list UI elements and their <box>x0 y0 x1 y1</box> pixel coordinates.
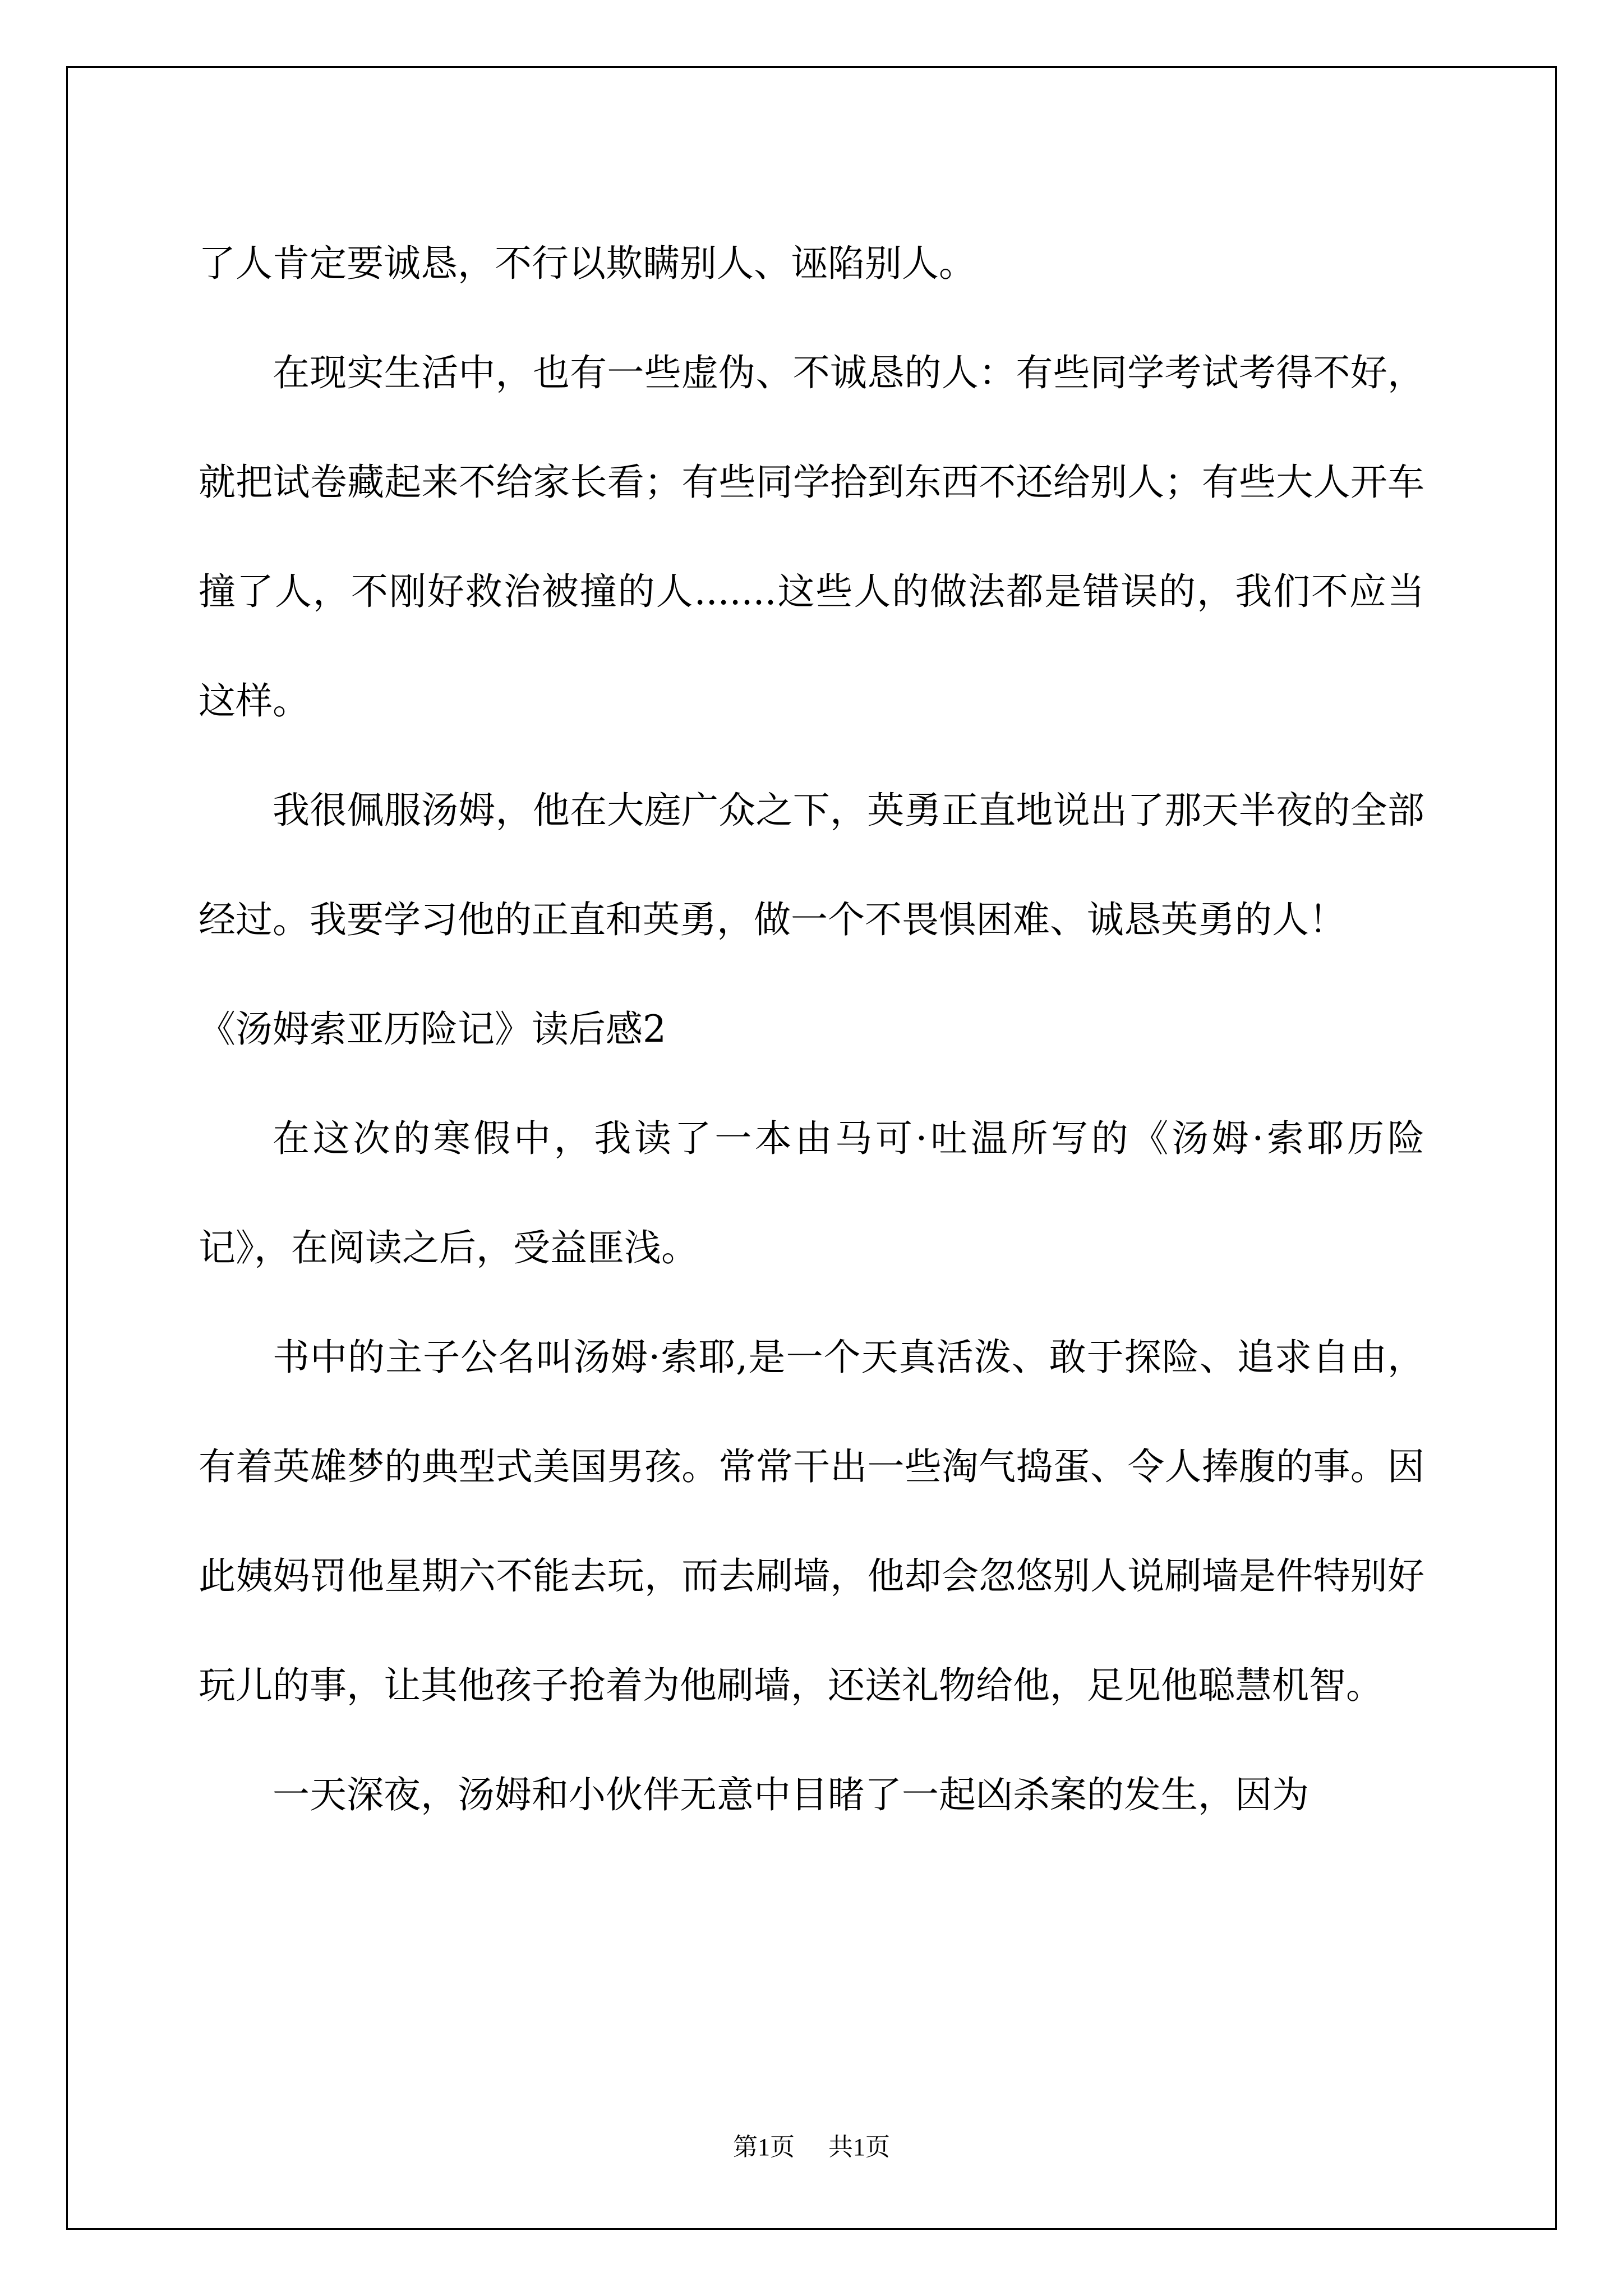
document-body <box>199 209 1424 1849</box>
paragraph: 我很佩服汤姆，他在大庭广众之下，英勇正直地说出了那天半夜的全部经过。我要学习他的正直和英勇，做一个不畏惧困难、诚恳英勇的人！ <box>199 789 1424 941</box>
section-title: 《汤姆索亚历险记》读后感2 <box>199 1007 666 1051</box>
page-footer <box>0 2131 1623 2164</box>
paragraph: 在这次的寒假中，我读了一本由马可·吐温所写的《汤姆·索耶历险记》，在阅读之后，受益匪浅。 <box>199 1117 1424 1269</box>
page-number-current: 第1页 <box>733 2133 795 2161</box>
paragraph: 在现实生活中，也有一些虚伪、不诚恳的人：有些同学考试考得不好，就把试卷藏起来不给家长看；有些同学拾到东西不还给别人；有些大人开车撞了人，不刚好救治被撞的人.......这些人的做法都是错误的，我们不应当这样。 <box>199 351 1424 723</box>
paragraph: 了人肯定要诚恳，不行以欺瞒别人、诬陷别人。 <box>199 242 976 285</box>
paragraph: 书中的主子公名叫汤姆·索耶,是一个天真活泼、敢于探险、追求自由，有着英雄梦的典型式美国男孩。常常干出一些淘气捣蛋、令人捧腹的事。因此姨妈罚他星期六不能去玩，而去刷墙，他却会忽悠别人说刷墙是件特别好玩儿的事，让其他孩子抢着为他刷墙，还送礼物给他，足见他聪慧机智。 <box>199 1336 1424 1707</box>
paragraph: 一天深夜，汤姆和小伙伴无意中目睹了一起凶杀案的发生，因为 <box>273 1773 1309 1816</box>
page-number-total: 共1页 <box>828 2133 890 2161</box>
